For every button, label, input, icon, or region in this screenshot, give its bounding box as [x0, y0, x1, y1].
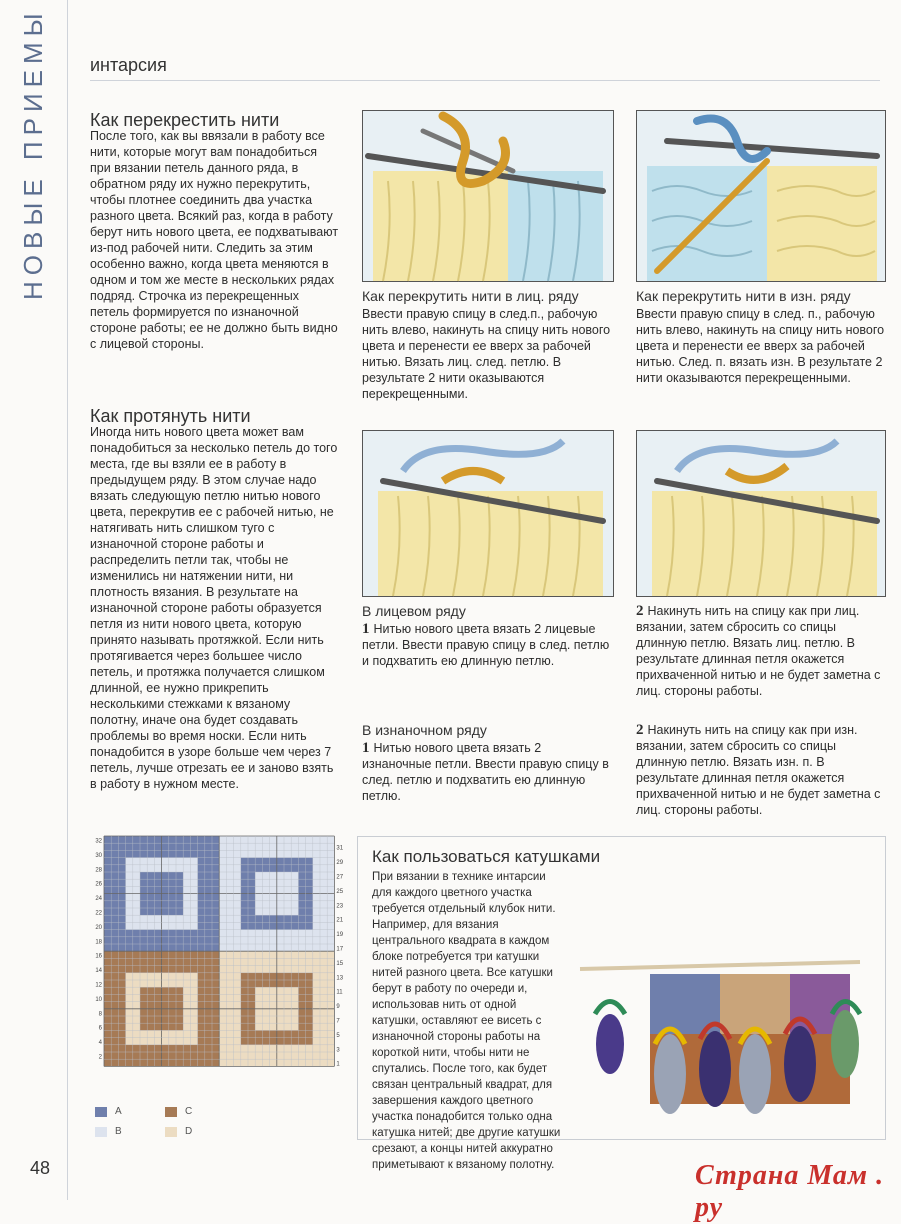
- section-title: интарсия: [90, 55, 167, 75]
- row-label-left: 10: [95, 996, 102, 1003]
- twist-purl-caption: [636, 288, 886, 386]
- row-label-left: 28: [95, 867, 102, 874]
- cross-heading: Как перекрестить нити: [90, 110, 280, 130]
- chapter-title: НОВЫЕ ПРИЕМЫ: [18, 7, 48, 300]
- legend-item-a: [95, 1106, 122, 1117]
- twist-knit-body: Ввести правую спицу в след.п., рабочую нить влево, накинуть на спицу нить нового цвета и перенести ее вверх за рабочей нитью. Вязать лиц. след. петлю. В результате 2 нити оказываются перекрещенными.: [362, 307, 611, 401]
- carry-heading: Как протянуть нити: [90, 406, 251, 426]
- knit-row-caption: [362, 603, 612, 669]
- row-label-right: 13: [336, 975, 344, 982]
- swatch-a: [95, 1107, 107, 1117]
- row-label-left: 2: [98, 1054, 102, 1061]
- knitting-illustration-3: [363, 431, 613, 596]
- step-number: 1: [362, 740, 370, 756]
- twist-purl-title: Как перекрутить нити в изн. ряду: [636, 288, 851, 304]
- illustration-twist-knit: [362, 110, 614, 282]
- row-label-left: 8: [98, 1011, 102, 1018]
- illustration-twist-purl: [636, 110, 886, 282]
- row-label-right: 5: [336, 1032, 340, 1039]
- illustration-knit-row: [362, 430, 614, 597]
- row-label-left: 4: [98, 1040, 102, 1047]
- row-label-right: 27: [336, 874, 344, 881]
- row-label-left: 6: [98, 1025, 102, 1032]
- legend-item-c: [165, 1106, 192, 1117]
- header-rule: [90, 80, 880, 81]
- knitting-illustration-1: [363, 111, 613, 281]
- row-label-right: 1: [336, 1061, 340, 1068]
- purl-row-step2: [636, 722, 886, 818]
- row-label-left: 20: [95, 924, 102, 931]
- row-label-right: 11: [336, 989, 343, 996]
- step-paragraph: [636, 603, 886, 699]
- bobbins-box: [357, 836, 886, 1171]
- swatch-c: [165, 1107, 177, 1117]
- cross-body: После того, как вы ввязали в работу все нити, которые могут вам понадобиться при вязании петель данного ряда, в обратном ряду их нужно перекрутить, чтобы плотнее соединить два участка разного цвета. Всякий раз, когда в работу берут нить нового цвета, ее подхватывают из-под рабочей нити. Следить за этим особенно важно, когда цвета меняются в одном и том же месте в нескольких рядах подряд. Строчка из перекрещенных петель формируется по изнаночной стороне работы; ее не должно быть видно с лицевой стороны.: [90, 129, 339, 351]
- row-label-right: 17: [336, 946, 344, 953]
- row-label-right: 19: [336, 932, 344, 939]
- row-label-right: 31: [336, 845, 344, 852]
- legend-label: B: [115, 1126, 122, 1137]
- row-label-left: 30: [95, 852, 102, 859]
- sidebar-divider: [67, 0, 68, 1200]
- knit-row-title: В лицевом ряду: [362, 603, 466, 619]
- legend-label: A: [115, 1106, 122, 1117]
- bobbins-text: [372, 869, 870, 1173]
- row-label-left: 24: [95, 896, 102, 903]
- knit-row-step1: [362, 621, 612, 669]
- row-label-left: 22: [95, 910, 102, 917]
- row-label-right: 9: [336, 1004, 340, 1011]
- cross-section: [90, 112, 340, 352]
- knit-row-step2: [636, 603, 886, 699]
- twist-knit-caption: [362, 288, 612, 402]
- step-text: Накинуть нить на спицу как при изн. вязании, затем сбросить со спицы длинную петлю. Вязать изн. п. В результате длинная петля окажется прихваченной нитью и не будет заметна с лиц. стороны работы.: [636, 723, 881, 817]
- intarsia-grid: [90, 834, 344, 1089]
- row-label-right: 15: [336, 960, 344, 967]
- watermark: Страна Мам . ру: [695, 1160, 885, 1223]
- row-label-right: 3: [336, 1047, 340, 1054]
- sidebar: [0, 0, 68, 1200]
- row-label-left: 18: [95, 939, 102, 946]
- row-label-left: 16: [95, 953, 102, 960]
- twist-knit-title: Как перекрутить нити в лиц. ряду: [362, 288, 579, 304]
- row-label-right: 7: [336, 1018, 340, 1025]
- step-text: Накинуть нить на спицу как при лиц. вязании, затем сбросить со спицы длинную петлю. Вязать лиц. петлю. В результате длинная петля окажется прихваченной нитью и не будет заметна с лиц. стороны работы.: [636, 604, 881, 698]
- bobbins-photo: [570, 954, 870, 1154]
- illustration-knit-row-2: [636, 430, 886, 597]
- purl-row-caption: [362, 722, 612, 804]
- step-number: 2: [636, 722, 644, 738]
- row-label-left: 32: [95, 838, 102, 845]
- row-label-left: 12: [95, 982, 102, 989]
- carry-body: Иногда нить нового цвета может вам понадобиться за несколько петель до того места, где вы взяли ее в работу в предыдущем ряду. В этом случае надо вязать следующую петлю нитью нового цвета, перекрутив ее с рабочей нитью, не натягивать нить слишком туго с изнаночной стороне работы и распределить петли так, чтобы не изменились ни натяжении нити, ни плотность вязания. В результате на изнаночной стороне работы образуется петля из нити нового цвета, которую принято называть протяжкой. Если нить протягивается через большее число петель, и протяжка получается слишком длинной, ее нужно прикрепить несколькими стежками к вязаному полотну, иначе она будет создавать проблемы во время носки. Если нить понадобится в узоре больше чем через 7 петель, лучше отрезать ее и заново взять в работу в нужном месте.: [90, 425, 338, 791]
- legend-label: C: [185, 1106, 193, 1117]
- purl-row-title: В изнаночном ряду: [362, 722, 487, 738]
- step-number: 2: [636, 603, 644, 619]
- legend-label: D: [185, 1126, 193, 1137]
- row-label-right: 29: [336, 860, 344, 867]
- knitting-illustration-4: [637, 431, 885, 596]
- legend-item-d: [165, 1126, 192, 1137]
- row-label-right: 23: [336, 903, 344, 910]
- step-paragraph: [636, 722, 886, 818]
- step-text: Нитью нового цвета вязать 2 изнаночные петли. Ввести правую спицу в след. петлю и подхватить ею длинную петлю.: [362, 741, 609, 803]
- step-number: 1: [362, 621, 370, 637]
- legend-item-b: [95, 1126, 122, 1137]
- step-text: Нитью нового цвета вязать 2 лицевые петли. Ввести правую спицу в след. петлю и подхватить ею длинную петлю.: [362, 622, 610, 668]
- row-label-right: 21: [336, 917, 344, 924]
- carry-section: [90, 408, 340, 792]
- purl-row-step1: [362, 740, 612, 804]
- intarsia-chart: [90, 834, 344, 1089]
- row-label-right: 25: [336, 888, 344, 895]
- bobbins-heading: Как пользоваться катушками: [372, 847, 601, 866]
- row-label-left: 26: [95, 881, 102, 888]
- swatch-d: [165, 1127, 177, 1137]
- swatch-b: [95, 1127, 107, 1137]
- bobbins-body: При вязании в технике интарсии для каждого цветного участка требуется отдельный клубок нити. Например, для вязания центрального квадрата в каждом блоке потребуется три катушки нитей разного цвета. Все катушки берут в работу по очереди и, использовав нить от одной катушки, оставляют ее висеть с изнаночной стороны работы на короткой нити, чтобы нити не спутались. После того, как будет связан центральный квадрат, для завершения каждого цветного участка понадобится только одна катушка нитей; две другие катушки срезают, а концы нитей аккуратно приметывают к вязаному полотну.: [372, 871, 561, 1171]
- row-label-left: 14: [95, 968, 102, 975]
- page-number: 48: [30, 1158, 51, 1178]
- twist-purl-body: Ввести правую спицу в след. п., рабочую нить влево, накинуть на спицу нить нового цвета и перенести ее вверх за рабочей нитью. След. п. вязать изн. В результате 2 нити оказываются перекрещенными.: [636, 307, 885, 385]
- knitting-illustration-2: [637, 111, 885, 281]
